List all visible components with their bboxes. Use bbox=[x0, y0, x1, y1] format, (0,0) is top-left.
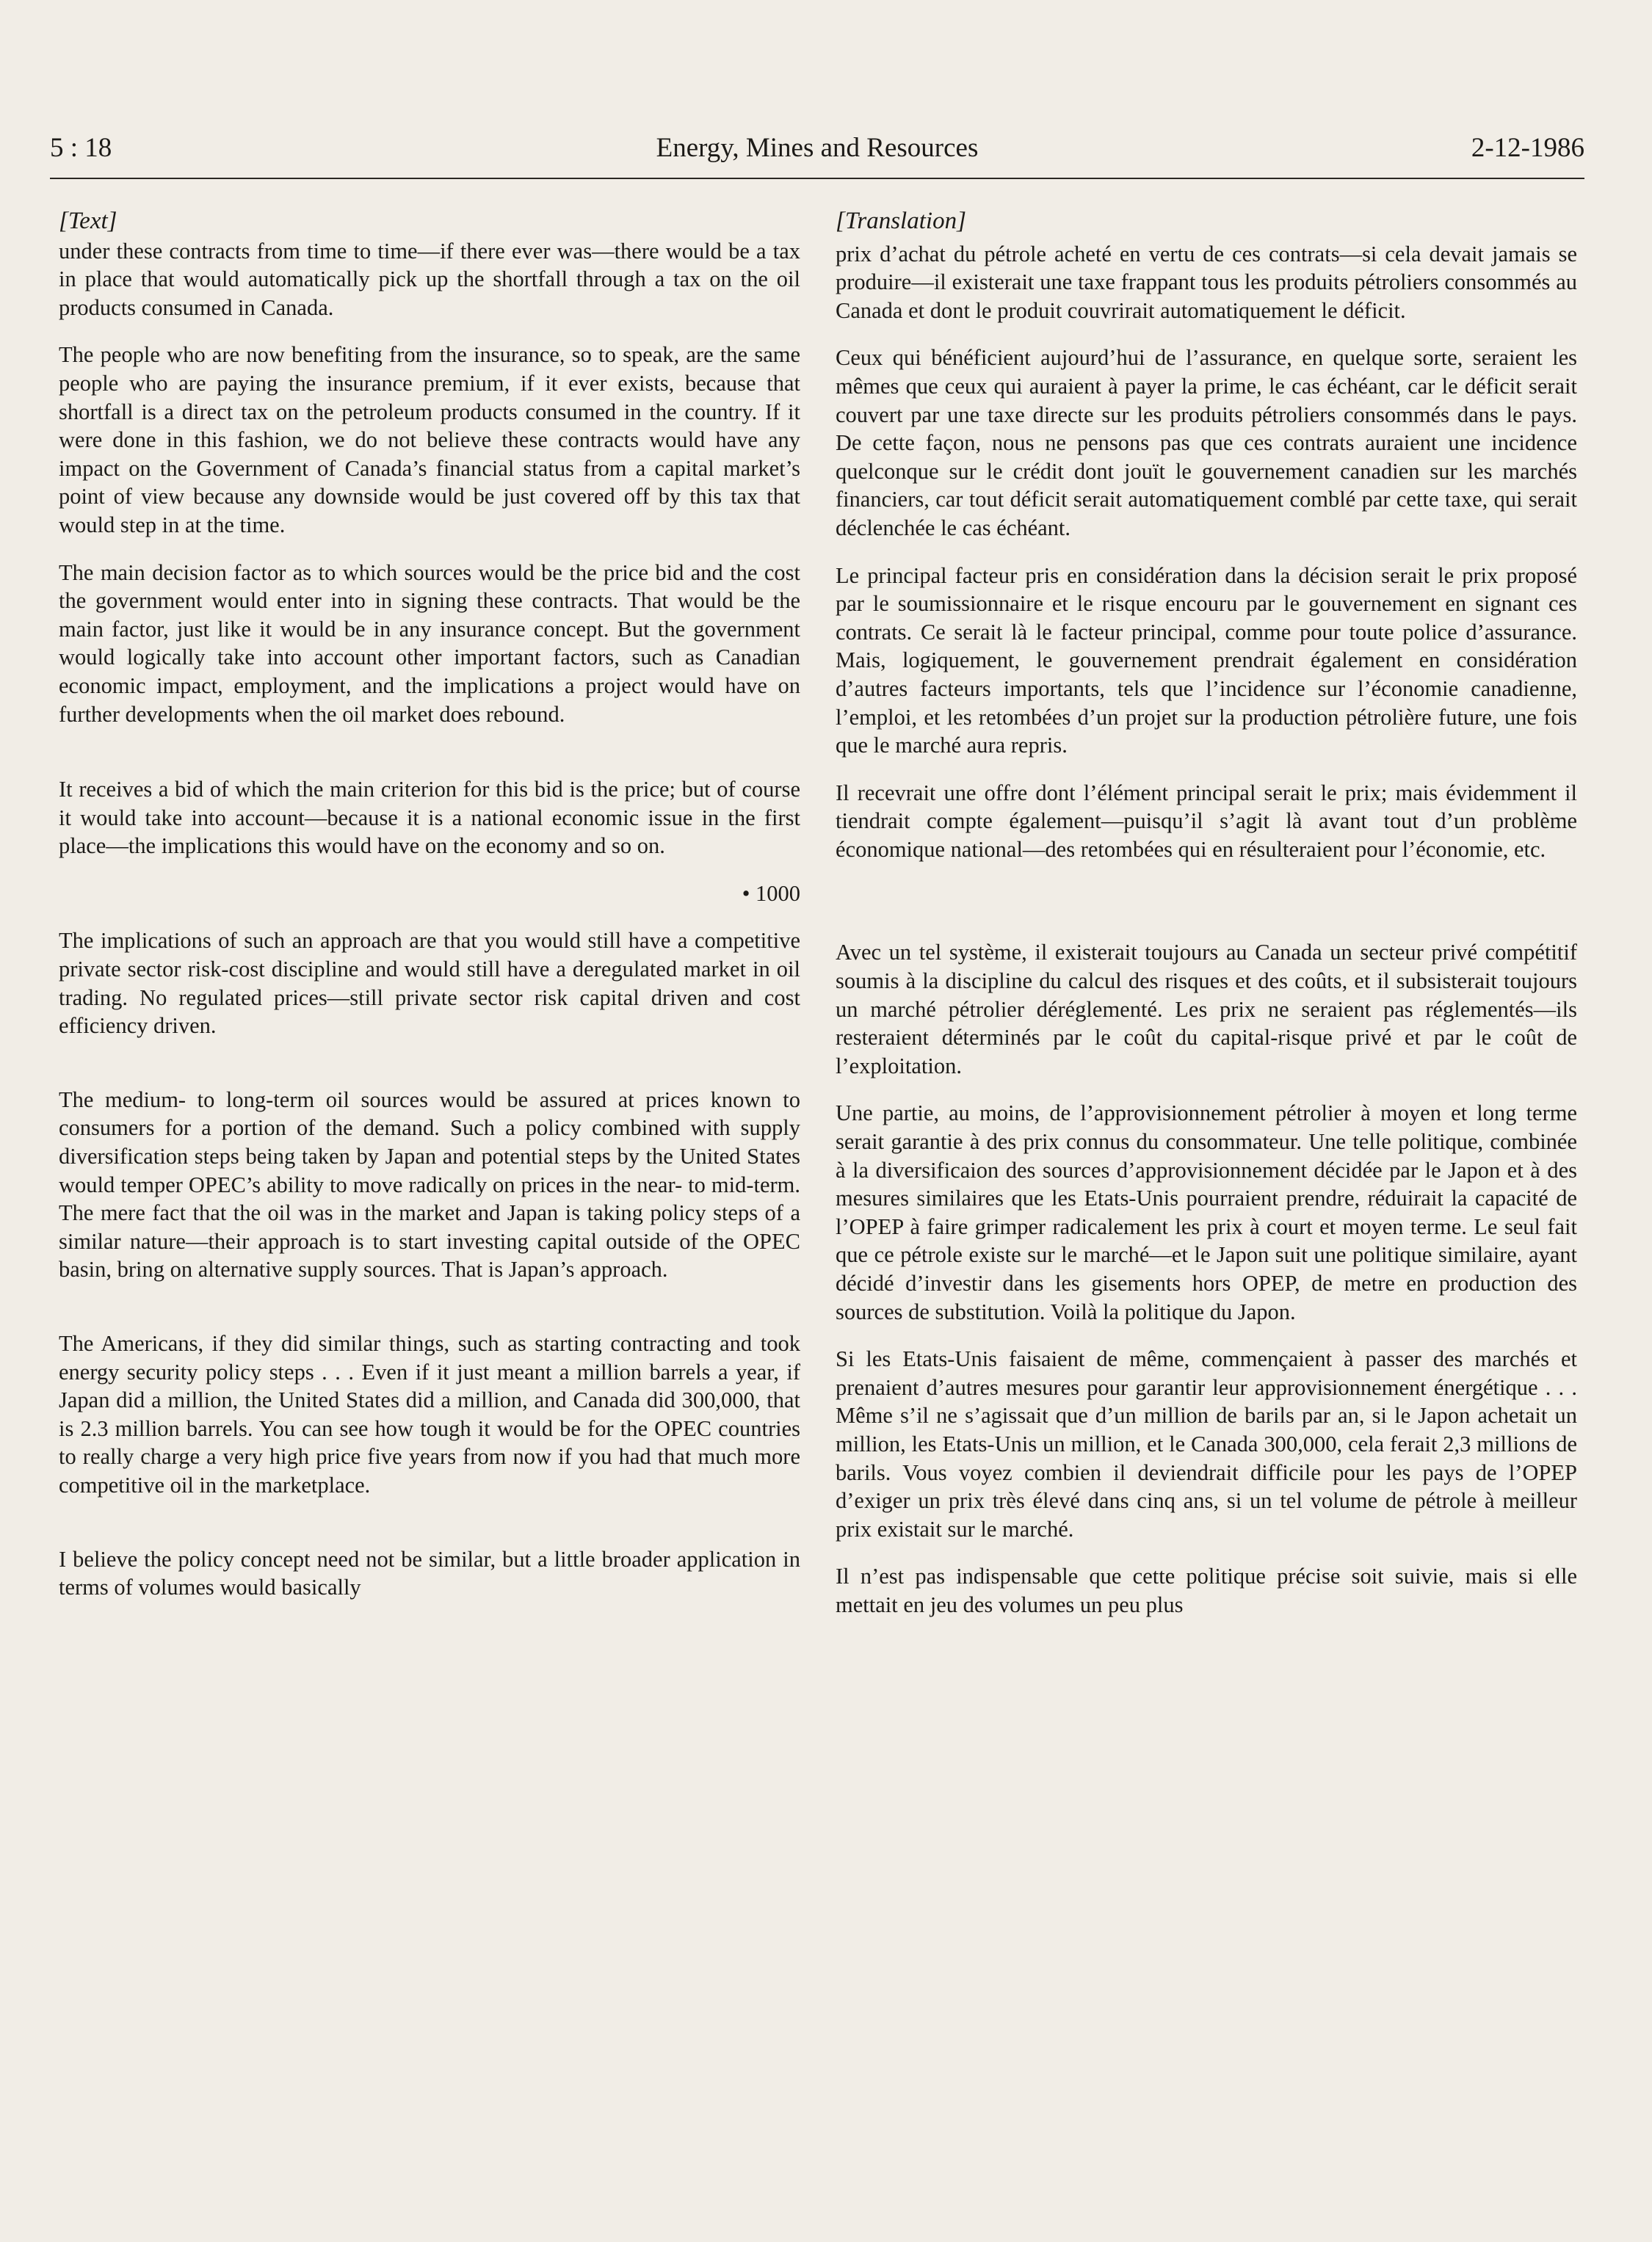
paragraph: It receives a bid of which the main criterion for this bid is the price; but of course it would take into account—because it is a national economic issue in the first place—the implications this would have on the economy and so on. bbox=[59, 777, 800, 859]
spacer bbox=[836, 909, 1577, 938]
page-number: 5 : 18 bbox=[50, 133, 112, 163]
paragraph: The people who are now benefiting from the insurance, so to speak, are the same people who are paying the insurance premium, if it ever exists, because that shortfall is a direct tax on the petroleum products consumed in the country. If it were done in this fashion, we do not believe these contracts would have any impact on the Government of Canada’s financial status from a capital market’s point of view because any downside would be just covered off by this tax that would step in at the time. bbox=[59, 342, 800, 537]
paragraph: The main decision factor as to which sources would be the price bid and the cost the government would enter into in signing these contracts. That would be the main factor, just like it would be in any insurance concept. But the government would logically take into account other important factors, such as Canadian economic impact, employment, and the implications a project would have on further developments when the oil market does rebound. bbox=[59, 559, 800, 727]
text-label: [Text] bbox=[59, 208, 117, 234]
paragraph: Il recevrait une offre dont l’élément principal serait le prix; mais évidemment il tiendrait compte également—puisqu’il s’agit là avant tout d’un problème économique national—des retombées qui en résulteraient pour l’économie, etc. bbox=[836, 780, 1577, 862]
paragraph: Avec un tel système, il existerait toujours au Canada un secteur privé compétitif soumis à la discipline du calcul des risques et des coûts, et il subsisterait toujours un marché pétrolier déréglementé. Les prix ne seraient pas réglementés—ils resteraient déterminés par le coût du capital-risque privé et par le coût de l’exploitation. bbox=[836, 940, 1577, 1078]
paragraph: The implications of such an approach are that you would still have a competitive private sector risk-cost discipline and would still have a deregulated market in oil trading. No regulated prices—still private sector risk capital driven and cost efficiency driven. bbox=[59, 928, 800, 1039]
page-header bbox=[50, 126, 1584, 179]
english-column bbox=[59, 207, 800, 1621]
paragraph: Une partie, au moins, de l’approvisionnement pétrolier à moyen et long terme serait garantie à des prix connus du consommateur. Une telle politique, combinée à la diversificaion des sources d’approvisionnement décidée par le Japon et à des mesures similaires que les Etats-Unis pourraient prendre, réduirait la capacité de l’OPEP à faire grimper radicalement les prix à court et moyen terme. Le seul fait que ce pétrole existe sur le marché—et le Japon suit une politique similaire, ayant décidé d’investir dans les gisements hors OPEP, de metre en production des sources de substitution. Voilà la politique du Japon. bbox=[836, 1100, 1577, 1324]
paragraph: The Americans, if they did similar things, such as starting contracting and took energy security policy steps . . . Even if it just meant a million barrels a year, if Japan did a million, the United States did a million, and Canada did 300,000, that is 2.3 million barrels. You can see how tough it would be for the OPEC countries to really charge a very high price five years from now if you had that much more competitive oil in the marketplace. bbox=[59, 1331, 800, 1498]
paragraph: Le principal facteur pris en considération dans la décision serait le prix proposé par le soumissionnaire et le risque encouru par le gouvernement en signant ces contrats. Ce serait là le facteur principal, comme pour toute police d’assurance. Mais, logiquement, le gouvernement prendrait également en considération d’autres facteurs importants, tels que l’incidence sur l’économie canadienne, l’emploi, et les retombées d’un projet sur la production pétrolière future, une fois que le marché aura repris. bbox=[836, 562, 1577, 758]
french-column bbox=[836, 207, 1577, 1639]
paragraph: prix d’achat du pétrole acheté en vertu de ces contrats—si cela devait jamais se produire—il existerait une taxe frappant tous les produits pétroliers consommés au Canada et dont le produit couvrirait automatiquement le déficit. bbox=[836, 241, 1577, 323]
time-marker: • 1000 bbox=[742, 880, 800, 906]
paragraph: I believe the policy concept need not be similar, but a little broader application in terms of volumes would basically bbox=[59, 1546, 800, 1600]
page-title: Energy, Mines and Resources bbox=[656, 133, 979, 163]
paragraph: Ceux qui bénéficient aujourd’hui de l’assurance, en quelque sorte, seraient les mêmes que ceux qui auraient à payer la prime, le cas échéant, car le déficit serait couvert par une taxe directe sur les produits pétroliers consommés dans le pays. De cette façon, nous ne pensons pas que ces contrats auraient une incidence quelconque sur le crédit dont jouït le gouvernement canadien sur les marchés financiers, car tout déficit serait automatiquement comblé par cette taxe, qui serait déclenchée le cas échéant. bbox=[836, 345, 1577, 540]
paragraph: Si les Etats-Unis faisaient de même, commençaient à passer des marchés et prenaient d’autres mesures pour garantir leur approvisionnement énergétique . . . Même s’il ne s’agissait que d’un million de barils par an, si le Japon achetait un million, les Etats-Unis un million, et le Canada 300,000, cela ferait 2,3 millions de barils. Vous voyez combien il deviendrait difficile pour les pays de l’OPEP d’exiger un prix très élevé dans cinq ans, si un tel volume de pétrole à meilleur prix existait sur le marché. bbox=[836, 1346, 1577, 1542]
translation-label: [Translation] bbox=[836, 208, 966, 234]
paragraph: The medium- to long-term oil sources would be assured at prices known to consumers for a portion of the demand. Such a policy combined with supply diversification steps being taken by Japan and potential steps by the United States would temper OPEC’s ability to move radically on prices in the near- to mid-term. The mere fact that the oil was in the market and Japan is taking policy steps of a similar nature—their approach is to start investing capital outside of the OPEC basin, bring on alternative supply sources. That is Japan’s approach. bbox=[59, 1086, 800, 1283]
page-date: 2-12-1986 bbox=[1471, 133, 1584, 163]
paragraph: under these contracts from time to time—if there ever was—there would be a tax in place that would automatically pick up the shortfall through a tax on the oil products consumed in Canada. bbox=[59, 238, 800, 320]
paragraph: Il n’est pas indispensable que cette politique précise soit suivie, mais si elle mettait en jeu des volumes un peu plus bbox=[836, 1564, 1577, 1617]
